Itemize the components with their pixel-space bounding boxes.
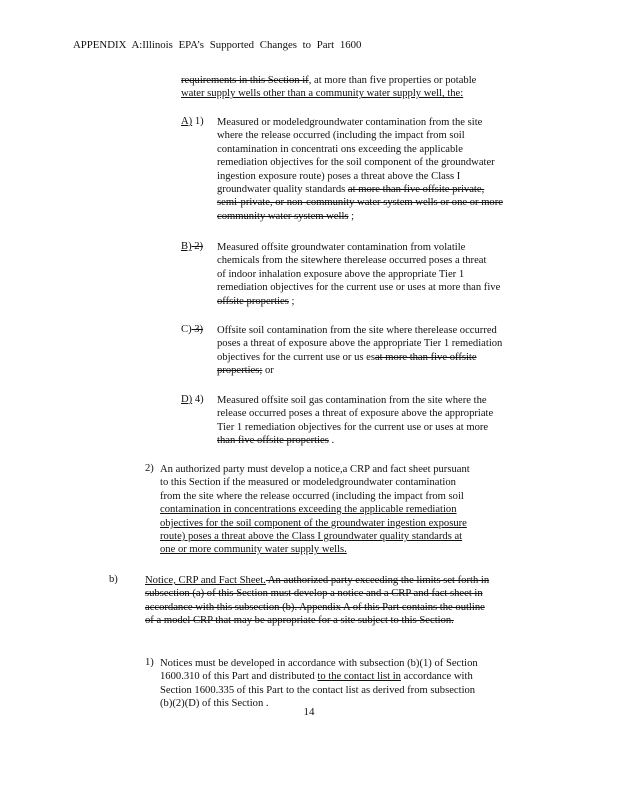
- text-line: [217, 254, 540, 267]
- sub-b1-text: [160, 657, 530, 711]
- text-line: [217, 116, 540, 129]
- text-run: B): [181, 241, 192, 252]
- text-line: [217, 324, 533, 337]
- text-run: An authorized party exceeding the limits set forth in: [265, 575, 490, 586]
- item-d-marker: [181, 394, 204, 405]
- text-run: semi-private, or non-community water system wells or one or more: [217, 197, 503, 209]
- text-run: An authorized party must develop a notice,a CRP and fact sheet pursuant: [160, 464, 470, 475]
- text-run: ingestion exposure route) poses a threat above the Class I: [217, 170, 461, 182]
- item-d-text: [217, 394, 523, 448]
- text-line: [217, 295, 540, 308]
- text-line: [217, 281, 540, 294]
- text-run: of indoor inhalation exposure above the appropriate Tier 1: [217, 268, 465, 280]
- text-run: Measured or modeledgroundwater contamination from the site: [217, 117, 483, 128]
- text-run: requirements in this Section: [181, 75, 303, 86]
- text-run: remediation objectives for the current use or uses at more than five: [217, 282, 501, 294]
- text-run: 3): [191, 324, 204, 335]
- text-run: .: [328, 435, 335, 447]
- text-run: to the contact list in: [317, 671, 401, 683]
- page-number: 14: [303, 706, 315, 718]
- text-run: at more than five offsite: [374, 351, 477, 363]
- intro-paragraph: [181, 74, 501, 101]
- text-line: [217, 210, 540, 223]
- text-line: [217, 196, 540, 209]
- text-run: remediation objectives for the soil component of the groundwater: [217, 157, 495, 169]
- text-line: [217, 351, 533, 364]
- text-run: community water system wells: [217, 210, 349, 222]
- item-a-text: [217, 116, 540, 223]
- item-2-marker: 2): [145, 463, 154, 474]
- text-run: subsection (a) of this Section must develop a notice and a CRP and fact sheet in: [145, 588, 483, 600]
- text-line: [160, 684, 530, 697]
- text-line: [181, 74, 501, 87]
- item-b-text: [217, 241, 540, 308]
- text-line: [160, 476, 527, 489]
- text-run: route) poses a threat above the Class I groundwater quality standards at: [160, 531, 463, 543]
- text-line: [181, 87, 501, 100]
- item-c-marker: [181, 324, 203, 335]
- text-run: offsite properties: [217, 295, 289, 307]
- text-line: [217, 183, 540, 196]
- text-run: Section 1600.335 of this Part to the contact list as derived from subsection: [160, 684, 476, 696]
- text-run: accordance with: [400, 671, 473, 683]
- text-run: 4): [192, 394, 204, 405]
- text-line: [217, 421, 523, 434]
- text-run: from the site where the release occurred (including the impact from soil: [160, 490, 464, 502]
- text-line: [160, 503, 527, 516]
- text-run: Tier 1 remediation objectives for the current use or uses at more: [217, 421, 489, 433]
- text-run: one or more community water supply wells.: [160, 544, 347, 556]
- text-run: Offsite soil contamination from the site where therelease occurred: [217, 325, 497, 336]
- text-run: if: [302, 75, 309, 86]
- text-run: contamination in concentrations exceeding the applicable remediation: [160, 504, 457, 516]
- text-run: Measured offsite groundwater contamination from volatile: [217, 242, 466, 253]
- text-run: objectives for the current use or us es: [217, 351, 375, 363]
- text-run: release occurred poses a threat of exposure above the appropriate: [217, 408, 494, 420]
- text-run: groundwater quality standards: [217, 184, 348, 196]
- text-run: to this Section if the measured or modeledgroundwater contamination: [160, 477, 456, 489]
- item-c-text: [217, 324, 533, 378]
- page-header: APPENDIX A:Illinois EPA’s Supported Changes to Part 1600: [73, 39, 362, 51]
- text-run: Notices must be developed in accordance with subsection (b)(1) of Section: [160, 658, 478, 669]
- text-run: of a model CRP that may be appropriate for a site subject to this Section.: [145, 615, 454, 627]
- text-run: (b)(2)(D) of this Section .: [160, 698, 269, 710]
- text-line: [217, 407, 523, 420]
- item-2-text: [160, 463, 527, 557]
- text-run: D): [181, 394, 193, 405]
- item-b-marker: [181, 241, 203, 252]
- text-run: Notice, CRP and Fact Sheet.: [145, 575, 266, 586]
- text-run: chemicals from the sitewhere therelease occurred poses a threat: [217, 255, 487, 267]
- text-line: [145, 601, 537, 614]
- text-line: [217, 394, 523, 407]
- text-line: [160, 463, 527, 476]
- item-a-marker: [181, 116, 204, 127]
- text-run: where the release occurred (including the impact from soil: [217, 130, 465, 142]
- sub-b1-marker: 1): [145, 657, 154, 668]
- text-run: objectives for the soil component of the groundwater ingestion exposure: [160, 517, 467, 529]
- text-line: [217, 434, 523, 447]
- text-line: [160, 543, 527, 556]
- text-run: than five offsite properties: [217, 435, 329, 447]
- text-line: [217, 156, 540, 169]
- text-run: 1600.310 of this Part and distributed: [160, 671, 318, 683]
- text-line: [217, 170, 540, 183]
- text-run: poses a threat of exposure above the appropriate Tier 1 remediation: [217, 338, 503, 350]
- text-run: properties;: [217, 365, 263, 377]
- text-line: [160, 657, 530, 670]
- text-line: [217, 364, 533, 377]
- text-run: accordance with this subsection (b). Appendix A of this Part contains the outline: [145, 601, 485, 613]
- text-line: [217, 143, 540, 156]
- text-run: ;: [288, 295, 295, 307]
- text-run: ;: [348, 210, 355, 222]
- text-run: or: [262, 365, 274, 377]
- text-line: [145, 574, 537, 587]
- text-run: C): [181, 324, 192, 335]
- text-line: [217, 129, 540, 142]
- text-line: [160, 517, 527, 530]
- text-run: at more than five offsite private,: [347, 184, 485, 196]
- text-run: Measured offsite soil gas contamination from the site where the: [217, 395, 487, 406]
- section-b-marker: b): [109, 574, 118, 585]
- text-run: , at more than five properties or potable: [308, 75, 477, 86]
- text-line: [160, 490, 527, 503]
- text-line: [217, 268, 540, 281]
- text-run: 2): [191, 241, 204, 252]
- text-line: [160, 530, 527, 543]
- section-b-text: [145, 574, 537, 628]
- text-run: contamination in concentrati ons exceeding the applicable: [217, 143, 463, 155]
- text-line: [160, 670, 530, 683]
- text-line: [145, 587, 537, 600]
- text-line: [217, 337, 533, 350]
- text-line: [145, 614, 537, 627]
- text-line: [217, 241, 540, 254]
- text-run: A): [181, 116, 193, 127]
- text-run: water supply wells other than a community water supply well, the:: [181, 88, 464, 100]
- text-run: 1): [192, 116, 204, 127]
